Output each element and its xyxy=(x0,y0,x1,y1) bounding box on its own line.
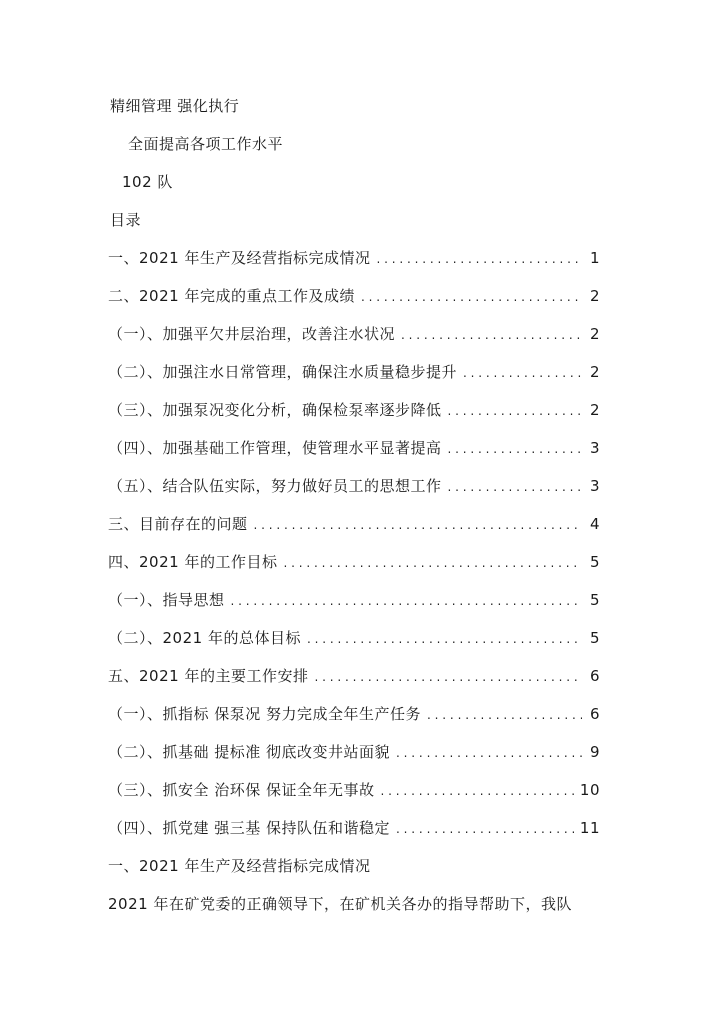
toc-entry-page: 3 xyxy=(589,439,600,457)
toc-entry[interactable] xyxy=(108,400,600,420)
toc-leader-dots xyxy=(376,248,582,269)
toc-entry[interactable] xyxy=(108,628,600,648)
toc-entry[interactable] xyxy=(108,438,600,458)
toc-entry[interactable] xyxy=(108,248,600,268)
team-label: 102 队 xyxy=(122,173,173,191)
body-paragraph: 2021 年在矿党委的正确领导下，在矿机关各办的指导帮助下，我队 xyxy=(108,895,572,913)
toc-leader-dots xyxy=(448,476,582,497)
toc-leader-dots xyxy=(283,552,582,573)
toc-entry-title: （二）、抓基础 提标准 彻底改变井站面貌 xyxy=(108,743,391,761)
toc-entry[interactable] xyxy=(108,590,600,610)
section-heading: 一、2021 年生产及经营指标完成情况 xyxy=(108,857,371,875)
toc-leader-dots xyxy=(381,780,574,801)
toc-entry[interactable] xyxy=(108,818,600,838)
toc-leader-dots xyxy=(361,286,582,307)
toc-entry-page: 3 xyxy=(589,477,600,495)
toc-entry-title: （三）、加强泵况变化分析，确保检泵率逐步降低 xyxy=(108,401,442,419)
toc-entry[interactable] xyxy=(108,704,600,724)
toc-entry-page: 2 xyxy=(589,363,600,381)
toc-entry-page: 1 xyxy=(589,249,600,267)
toc-entry-page: 11 xyxy=(579,819,600,837)
toc-entry-title: （一）、加强平欠井层治理，改善注水状况 xyxy=(108,325,396,343)
toc-entry-title: （四）、抓党建 强三基 保持队伍和谐稳定 xyxy=(108,819,391,837)
toc-leader-dots xyxy=(307,628,582,649)
title-line-1: 精细管理 强化执行 xyxy=(110,97,240,115)
toc-entry[interactable] xyxy=(108,742,600,762)
toc-entry[interactable] xyxy=(108,552,600,572)
toc-entry-title: （二）、加强注水日常管理，确保注水质量稳步提升 xyxy=(108,363,458,381)
toc-entry-title: （三）、抓安全 治环保 保证全年无事故 xyxy=(108,781,375,799)
toc-entry[interactable] xyxy=(108,666,600,686)
toc-entry-page: 10 xyxy=(579,781,600,799)
toc-leader-dots xyxy=(396,818,574,839)
toc-entry-title: （一）、指导思想 xyxy=(108,591,225,609)
toc-entry-page: 5 xyxy=(589,553,600,571)
toc-entry-title: （四）、加强基础工作管理，使管理水平显著提高 xyxy=(108,439,442,457)
toc-entry-page: 2 xyxy=(589,325,600,343)
toc-entry[interactable] xyxy=(108,514,600,534)
toc-entry-title: （二）、2021 年的总体目标 xyxy=(108,629,301,647)
toc-entry-page: 2 xyxy=(589,401,600,419)
toc-entry-page: 6 xyxy=(589,705,600,723)
toc-leader-dots xyxy=(396,742,582,763)
toc-entry-title: （五）、结合队伍实际，努力做好员工的思想工作 xyxy=(108,477,442,495)
toc-leader-dots xyxy=(448,438,582,459)
toc-leader-dots xyxy=(463,362,582,383)
toc-leader-dots xyxy=(231,590,582,611)
toc-entry-page: 6 xyxy=(589,667,600,685)
toc-leader-dots xyxy=(427,704,582,725)
toc-entry-title: 二、2021 年完成的重点工作及成绩 xyxy=(108,287,355,305)
toc-entry-page: 9 xyxy=(589,743,600,761)
toc-entry[interactable] xyxy=(108,324,600,344)
toc-entry-page: 5 xyxy=(589,629,600,647)
toc-leader-dots xyxy=(254,514,582,535)
toc-entry[interactable] xyxy=(108,362,600,382)
toc-entry-title: 五、2021 年的主要工作安排 xyxy=(108,667,309,685)
toc-entry[interactable] xyxy=(108,780,600,800)
toc-entry-page: 5 xyxy=(589,591,600,609)
toc-heading: 目录 xyxy=(110,211,142,229)
toc-leader-dots xyxy=(401,324,582,345)
toc-entry-page: 2 xyxy=(589,287,600,305)
toc-entry-title: 三、目前存在的问题 xyxy=(108,515,248,533)
toc-leader-dots xyxy=(314,666,582,687)
toc-entry[interactable] xyxy=(108,286,600,306)
toc-entry-title: 一、2021 年生产及经营指标完成情况 xyxy=(108,249,371,267)
toc-entry-title: （一）、抓指标 保泵况 努力完成全年生产任务 xyxy=(108,705,422,723)
toc-leader-dots xyxy=(448,400,582,421)
toc-entry-title: 四、2021 年的工作目标 xyxy=(108,553,278,571)
toc-entry[interactable] xyxy=(108,476,600,496)
toc-entry-page: 4 xyxy=(589,515,600,533)
title-line-2: 全面提高各项工作水平 xyxy=(128,135,284,153)
